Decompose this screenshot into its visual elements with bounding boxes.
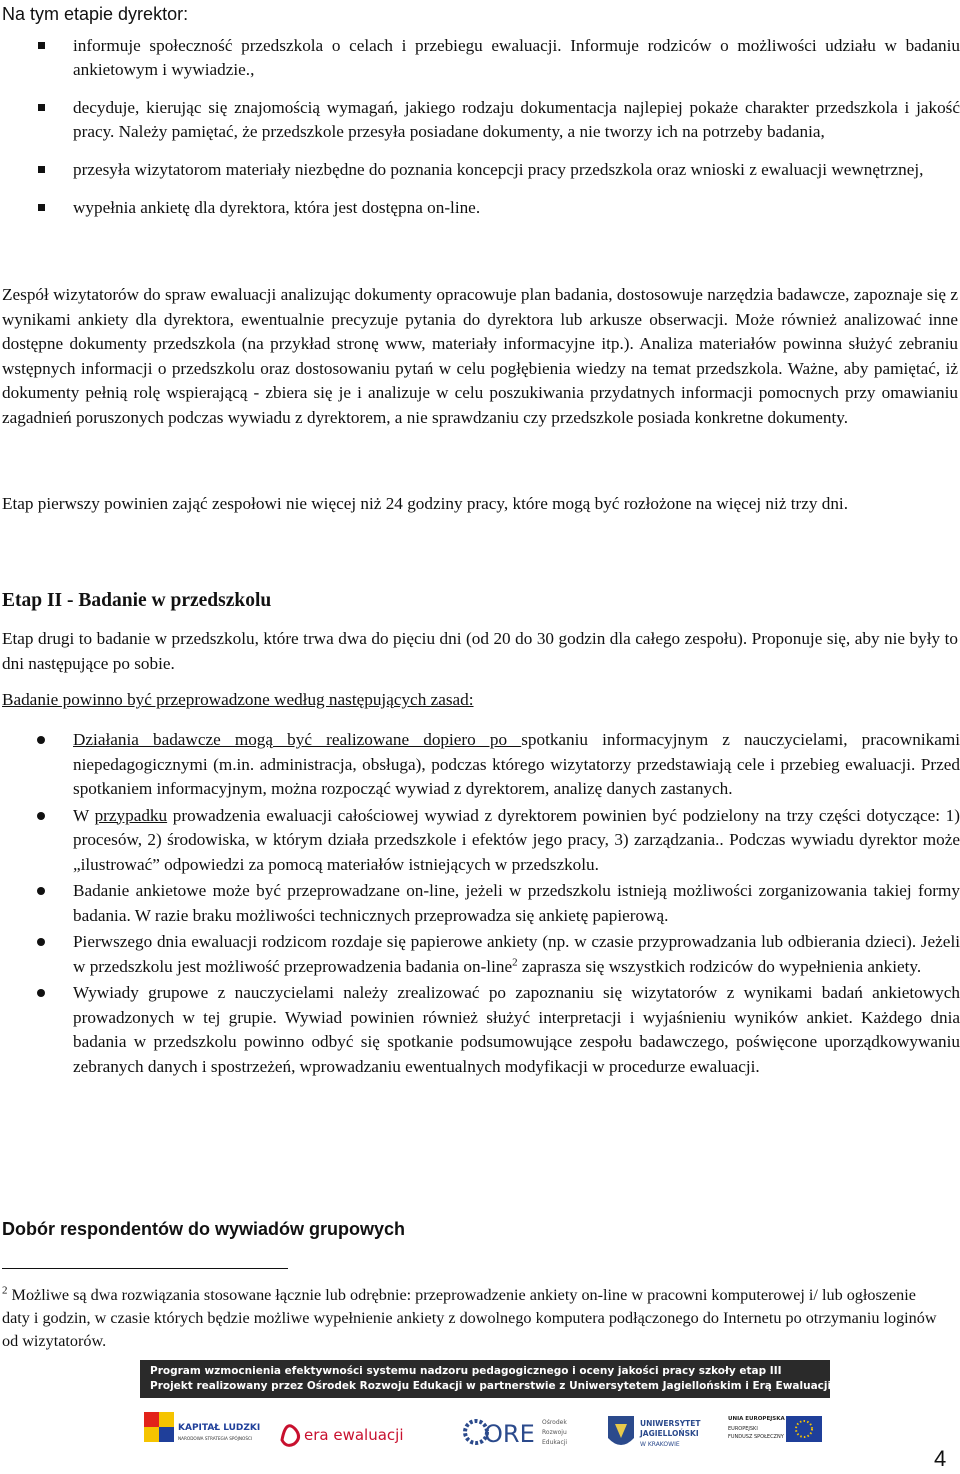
eu-flag-icon bbox=[728, 1408, 828, 1458]
rules-list bbox=[0, 728, 960, 1081]
uj-text-3: W KRAKOWIE bbox=[640, 1441, 680, 1448]
list-item bbox=[0, 804, 960, 878]
square-bullet-icon bbox=[38, 204, 45, 211]
footnote bbox=[2, 1284, 942, 1353]
list-item-text: zaprasza się wszystkich rodziców do wypełnienia ankiety. bbox=[517, 956, 922, 976]
uj-text-1: UNIWERSYTET bbox=[640, 1419, 701, 1428]
intro-text: Na tym etapie dyrektor: bbox=[2, 4, 189, 24]
eu-text-1: UNIA EUROPEJSKA bbox=[728, 1416, 785, 1422]
ore-subtext-2: Rozwoju bbox=[542, 1429, 567, 1436]
paragraph-stage-one-duration: Etap pierwszy powinien zająć zespołowi nie więcej niż 24 godziny pracy, które mogą być rozłożone na więcej niż trzy dni. bbox=[2, 494, 849, 513]
list-item bbox=[0, 158, 960, 182]
banner-line-1: Program wzmocnienia efektywności systemu nadzoru pedagogicznego i oceny jakości pracy szkoły etap III bbox=[150, 1365, 782, 1377]
paragraph-team-analysis: Zespół wizytatorów do spraw ewaluacji analizując dokumenty opracowuje plan badania, dostosowuje narzędzia badawcze, zapoznaje się z wynikami ankiety dla dyrektora, ewentualnie precyzuje pytania do dyrektora lub arkusze obserwacji. Może również analizować inne dostępne dokumenty przedszkola (na przykład stronę www, materiały informacyjne itp.). Analiza materiałów powinna służyć zebraniu wstępnych informacji o przedszkolu oraz dostosowaniu pytań w celu pogłębienia wiedzy na temat przedszkola. Ważne, aby pamiętać, iż dokumenty pełnią rolę wspierającą - zbiera się je i analizuje w celu poszukiwania przydatnych informacji pomocnych przy omawianiu zagadnień poruszonych podczas wywiadu z dyrektorem, a nie sprawdzaniu czy przedszkole posiada konkretne dokumenty. bbox=[2, 285, 958, 427]
list-item-text: Wywiady grupowe z nauczycielami należy zrealizować po zapoznaniu się wizytatorów z wynikami badań ankietowych prowadzonych w tej grupie. Wywiad powinien również służyć interpretacji i wyjaśnieniu wyników ankiet. Każdego dnia badania w przedszkolu powinno odbyć się spotkanie podsumowujące zespołu badawczego, poświęcone uporządkowywaniu zebranych danych i spostrzeżeń, wprowadzaniu ewentualnych modyfikacji w procedurze ewaluacji. bbox=[73, 983, 960, 1076]
uj-logo bbox=[604, 1400, 724, 1466]
square-bullet-icon bbox=[38, 42, 45, 49]
eu-text-3: FUNDUSZ SPOŁECZNY bbox=[728, 1434, 784, 1440]
list-item-text: decyduje, kierując się znajomością wymagań, jakiego rodzaju dokumentacja najlepiej pokaże charakter przedszkola i jakość pracy. Należy pamiętać, że przedszkole przesyła posiadane dokumenty, a nie tworzy ich na potrzeby badania, bbox=[73, 98, 960, 141]
list-item-underlined: przypadku bbox=[94, 805, 168, 825]
list-item-text: prowadzenia ewaluacji całościowej wywiad z dyrektorem powinien być podzielony na trzy części dotyczące: 1) procesów, 2) środowiska, w którym działa przedszkole i efektów jego pracy, 3) zarządzania.. Podczas wywiadu dyrektor może „ilustrować” odpowiedzi za pomocą materiałów istniejących w przedszkolu. bbox=[73, 805, 960, 874]
list-item-text: przesyła wizytatorom materiały niezbędne do poznania koncepcji pracy przedszkola oraz wnioski z ewaluacji wewnętrznej, bbox=[73, 160, 924, 179]
round-bullet-icon bbox=[37, 736, 45, 744]
section-heading: Etap II - Badanie w przedszkolu bbox=[2, 590, 272, 611]
ore-text: ORE bbox=[484, 1420, 535, 1448]
project-banner bbox=[140, 1360, 886, 1398]
subheading: Dobór respondentów do wywiadów grupowych bbox=[2, 1219, 406, 1239]
eu-text-2: EUROPEJSKI bbox=[728, 1426, 758, 1432]
list-item-text: W bbox=[73, 805, 95, 825]
list-item bbox=[0, 981, 960, 1079]
kapital-ludzki-text: KAPITAŁ LUDZKI bbox=[178, 1423, 261, 1433]
kapital-ludzki-icon bbox=[144, 1410, 261, 1456]
rules-intro: Badanie powinno być przeprowadzone według następujących zasad: bbox=[2, 690, 474, 709]
list-item-text: Badanie ankietowe może być przeprowadzane on-line, jeżeli w przedszkolu istnieją możliwości zorganizowania takiej formy badania. W razie braku możliwości technicznych przeprowadza się ankietę papierową. bbox=[73, 881, 960, 925]
kapital-ludzki-logo bbox=[144, 1400, 261, 1466]
sponsor-logos bbox=[140, 1400, 830, 1466]
square-bullet-icon bbox=[38, 166, 45, 173]
list-item bbox=[0, 728, 960, 802]
ore-subtext-3: Edukacji bbox=[542, 1439, 568, 1446]
page-number: 4 bbox=[934, 1446, 947, 1471]
round-bullet-icon bbox=[37, 812, 45, 820]
list-item-text: informuje społeczność przedszkola o celach i przebiegu ewaluacji. Informuje rodziców o możliwości udziału w badaniu ankietowym i wywiadzie., bbox=[73, 36, 960, 79]
list-item bbox=[0, 930, 960, 979]
era-ewaluacji-logo bbox=[276, 1400, 404, 1466]
round-bullet-icon bbox=[37, 989, 45, 997]
ore-logo bbox=[462, 1400, 574, 1466]
eu-logo bbox=[728, 1400, 828, 1466]
round-bullet-icon bbox=[37, 887, 45, 895]
list-item bbox=[0, 196, 960, 220]
kapital-ludzki-subtext: NARODOWA STRATEGIA SPÓJNOŚCI bbox=[178, 1436, 253, 1441]
era-ewaluacji-text: era ewaluacji bbox=[304, 1426, 404, 1444]
list-item bbox=[0, 96, 960, 144]
list-item bbox=[0, 34, 960, 82]
ore-icon bbox=[462, 1408, 574, 1458]
list-item-text: spotkaniu informacyjnym z nauczycielami, pracownikami niepedagogicznymi (m.in. administracja, obsługa), podczas którego wizytatorzy przedstawiają cele i przebieg ewaluacji. Przed spotkaniem informacyjnym, można rozpocząć wywiad z dyrektorem, analizę danych zastanych. bbox=[73, 730, 960, 798]
footnote-divider bbox=[2, 1268, 288, 1269]
paragraph-stage-two: Etap drugi to badanie w przedszkolu, które trwa dwa do pięciu dni (od 20 do 30 godzin dla całego zespołu). Proponuje się, aby nie były to dni następujące po sobie. bbox=[2, 629, 958, 673]
list-item-text: Pierwszego dnia ewaluacji rodzicom rozdaje się papierowe ankiety (np. w czasie przyprowadzania lub odbierania dzieci). Jeżeli w przedszkolu jest możliwość przeprowadzenia badania on-line bbox=[73, 932, 960, 976]
square-bullet-icon bbox=[38, 104, 45, 111]
footnote-reference[interactable]: 2 bbox=[512, 955, 518, 968]
university-crest-icon bbox=[604, 1408, 724, 1458]
list-item-text: wypełnia ankietę dla dyrektora, która jest dostępna on-line. bbox=[73, 198, 481, 217]
banner-line-2: Projekt realizowany przez Ośrodek Rozwoju Edukacji w partnerstwie z Uniwersytetem Jagiellońskim i Erą Ewaluacji Sp. z.o.o bbox=[150, 1380, 886, 1392]
uj-text-2: JAGIELLOŃSKI bbox=[640, 1429, 699, 1438]
round-bullet-icon bbox=[37, 938, 45, 946]
list-item bbox=[0, 879, 960, 928]
list-item-underlined: Działania badawcze mogą być realizowane dopiero po bbox=[73, 730, 522, 749]
era-ewaluacji-icon bbox=[276, 1410, 404, 1456]
footnote-mark: 2 bbox=[2, 1284, 8, 1297]
director-tasks-list bbox=[0, 34, 960, 234]
ore-subtext-1: Ośrodek bbox=[542, 1419, 567, 1426]
footnote-text: Możliwe są dwa rozwiązania stosowane łącznie lub odrębnie: przeprowadzenie ankiety on-line w pracowni komputerowej i/ lub ogłoszenie daty i godzin, w czasie których będzie możliwe wypełnienie ankiety z dowolnego komputera podłączonego do Internetu po otrzymaniu loginów od wizytatorów. bbox=[2, 1286, 937, 1350]
